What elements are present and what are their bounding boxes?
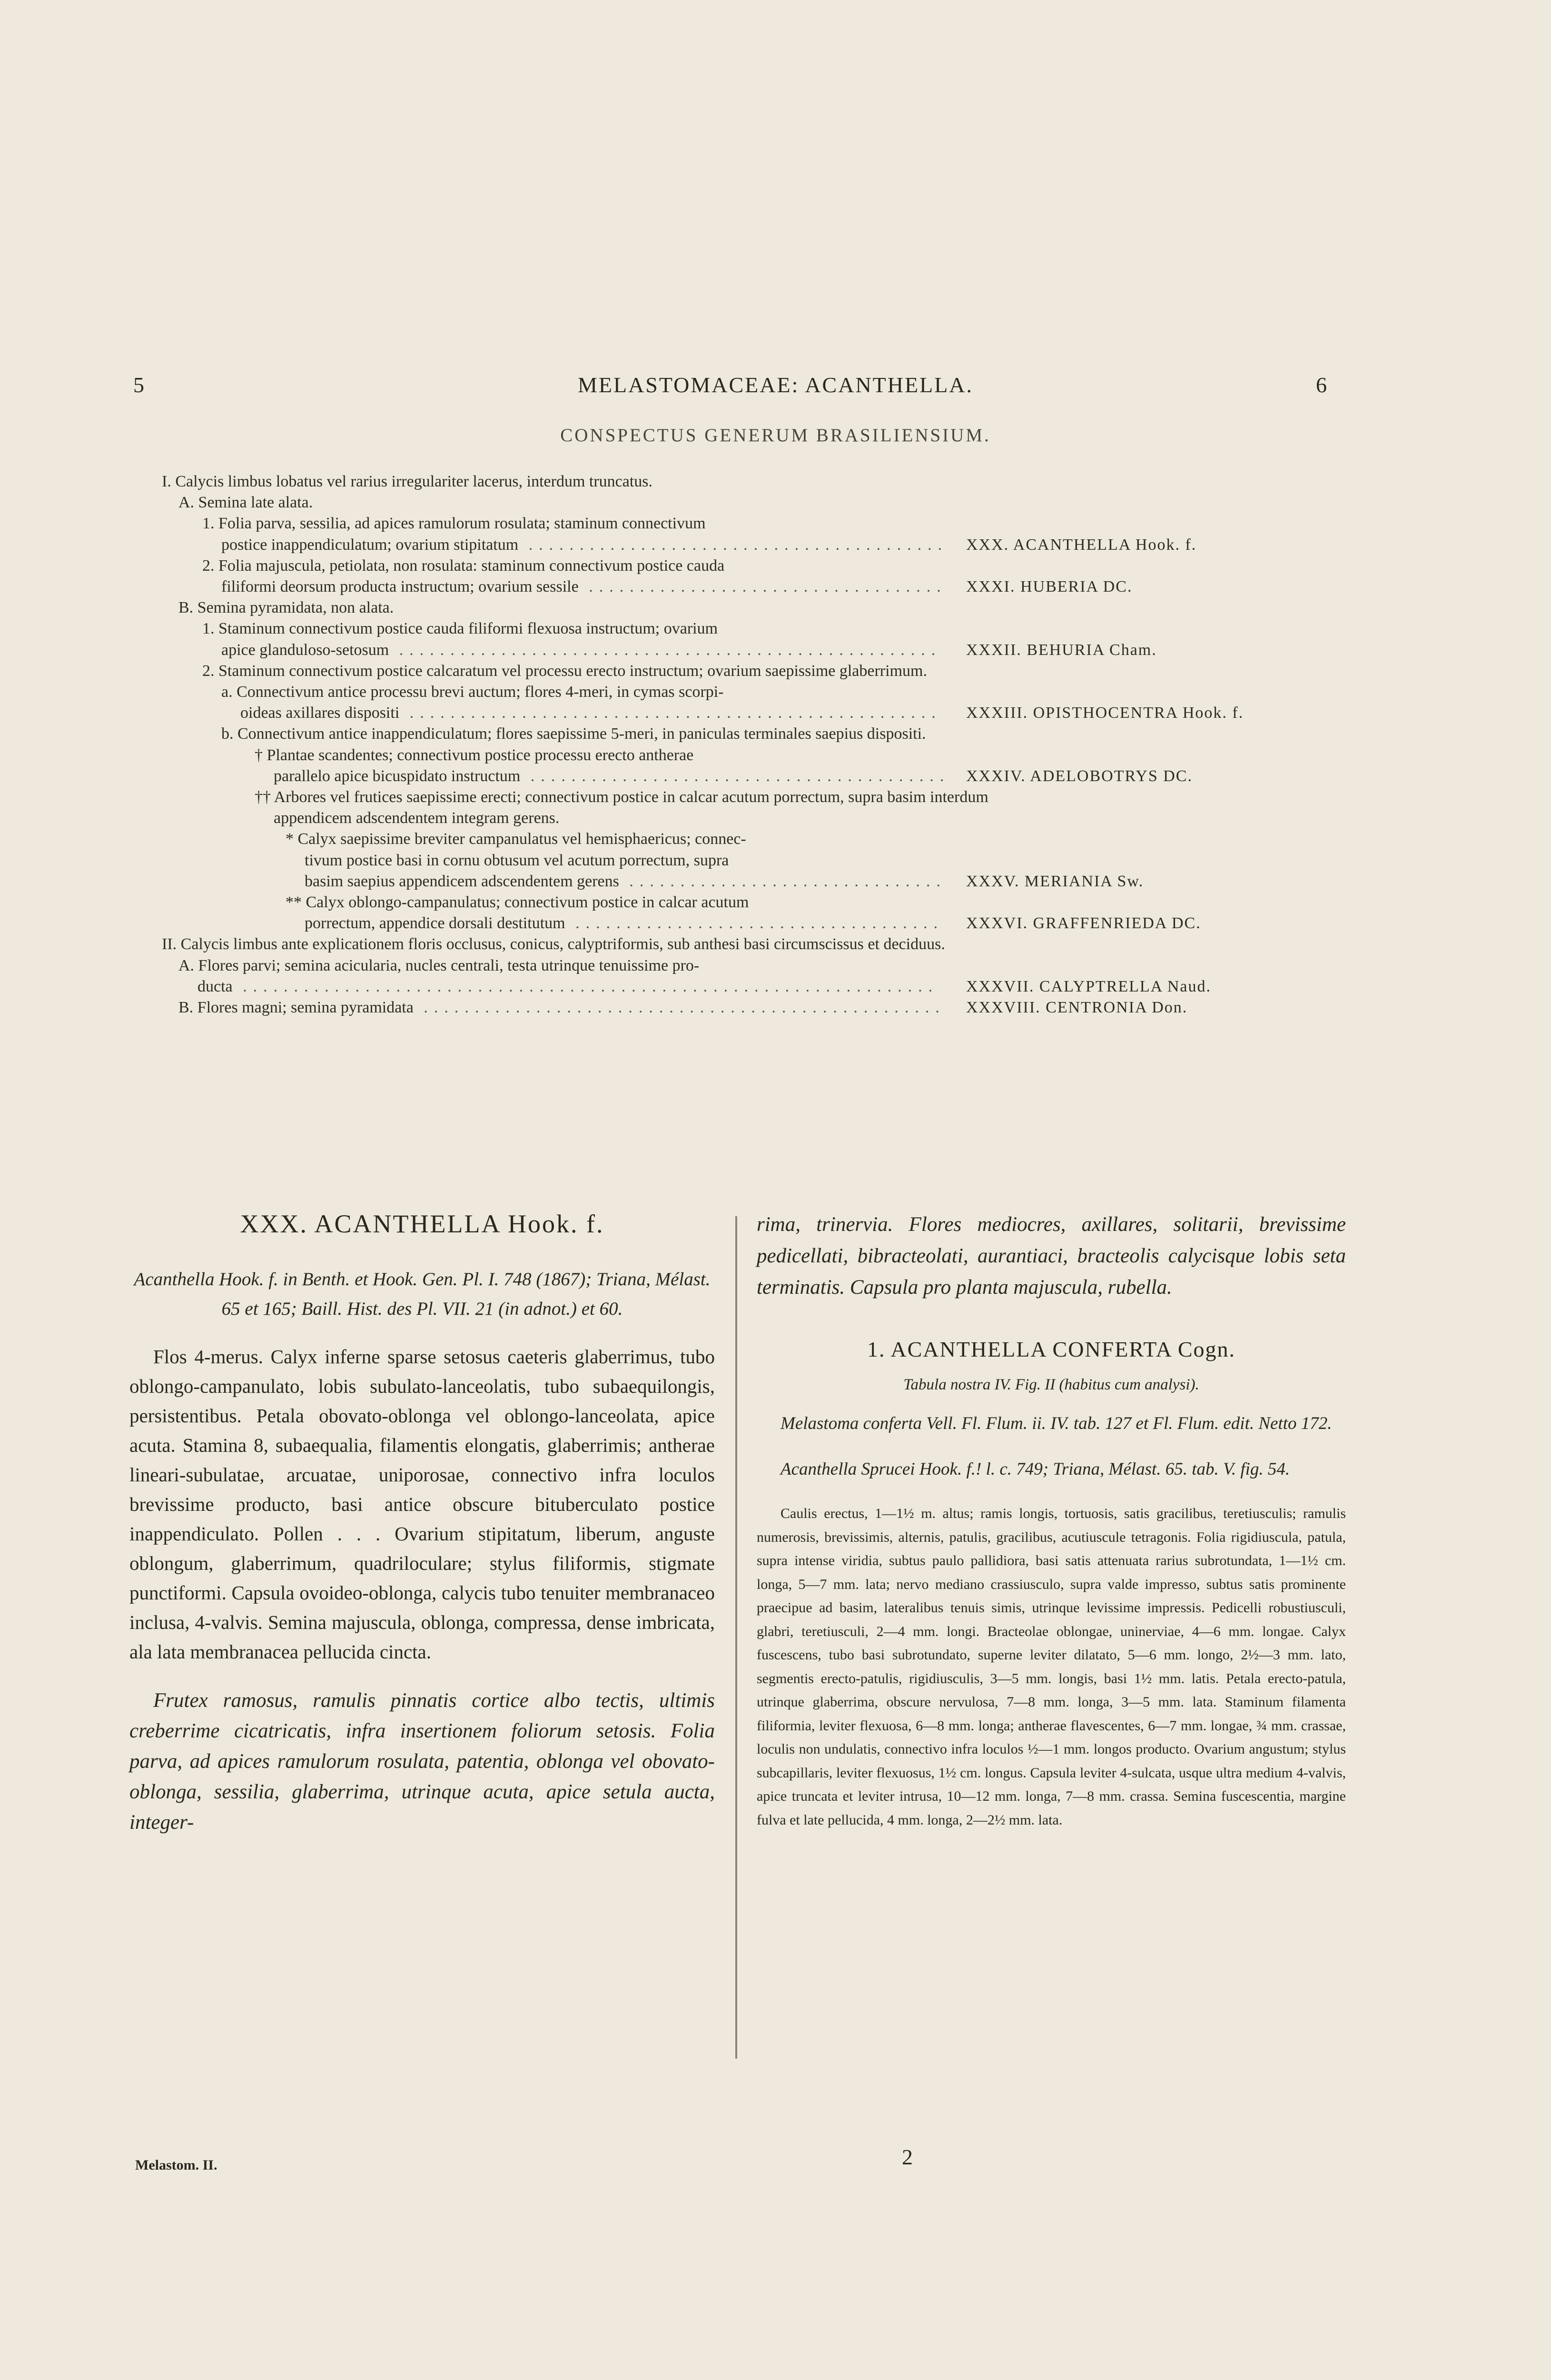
key-line (202, 557, 724, 575)
key-line-text: tivum postice basi in cornu obtusum vel acutum porrectum, supra (305, 851, 729, 869)
footer-signature-number: 2 (902, 2145, 913, 2169)
key-line (198, 978, 939, 996)
key-line (162, 935, 945, 953)
key-genus-name: XXXIV. ADELOBOTRYS DC. (966, 767, 1193, 785)
key-genus-name: XXXVII. CALYPTRELLA Naud. (966, 977, 1211, 995)
leader-dots: ................................................... (413, 999, 946, 1016)
key-line-text: basim saepius appendicem adscendentem gerens (305, 872, 619, 890)
genus-description: Flos 4-merus. Calyx inferne sparse setosus caeteris glaberrimus, tubo oblongo-campanulato, lobis subulato-lanceolatis, tubo subaequilongis, persistentibus. Petala obovato-oblonga vel oblongo-lanceolata, apice acuta. Stamina 8, subaequalia, filamentis elongatis, glaberrimis; antherae lineari-subulatae, arcuatae, uniporosae, connectivo infra loculos brevissime producto, basi antice obscure bituberculato postice inappendiculato. Pollen . . . Ovarium stipitatum, liberum, anguste oblongum, glaberrimum, quadriloculare; stylus filiformis, stigmate punctiformi. Capsula ovoideo-oblonga, calycis tubo tenuiter membranaceo inclusa, 4-valvis. Semina majuscula, oblonga, compressa, dense imbricata, ala lata membranacea pellucida cincta. (129, 1346, 715, 1663)
key-line (202, 662, 927, 680)
key-line-text: ** Calyx oblongo-campanulatus; connectivum postice in calcar acutum (286, 893, 749, 911)
leader-dots: .................................................................... (232, 977, 939, 995)
key-line-text: 2. Staminum connectivum postice calcaratum vel processu erecto instructum; ovarium saepissime glaberrimum. (202, 662, 927, 680)
column-divider (735, 1216, 737, 2059)
page-number-right: 6 (1316, 373, 1327, 397)
leader-dots: ..................................................... (389, 641, 942, 659)
key-line-text: parallelo apice bicuspidato instructum (274, 767, 521, 785)
key-line (178, 999, 946, 1017)
key-line (286, 893, 749, 912)
genus-synonymy: Acanthella Hook. f. in Benth. et Hook. Gen. Pl. I. 748 (1867); Triana, Mélast. 65 et 165; Baill. Hist. des Pl. VII. 21 (in adnot.) et 60. (134, 1269, 711, 1319)
key-line-text: porrectum, appendice dorsali destitutum (305, 914, 565, 932)
genus-habit-continued: rima, trinervia. Flores mediocres, axillares, solitarii, brevissime pedicellati, bibracteolati, aurantiaci, bracteolis calycisque lobis seta terminatis. Capsula pro planta majuscula, rubella. (757, 1213, 1346, 1299)
genus-heading: XXX. ACANTHELLA Hook. f. (240, 1210, 604, 1238)
leader-dots: .................................................... (399, 704, 942, 722)
leader-dots: .................................... (565, 914, 944, 932)
leader-dots: ......................................... (518, 536, 948, 554)
key-genus-name: XXXV. MERIANIA Sw. (966, 872, 1144, 890)
genus-habit: Frutex ramosus, ramulis pinnatis cortice albo tectis, ultimis creberrime cicatricatis, infra insertionem foliorum setosis. Folia parva, ad apices ramulorum rosulata, patentia, oblonga vel obovato-oblonga, sessilia, glaberrima, utrinque acuta, apice setula aucta, integer- (129, 1689, 715, 1834)
key-line-text: II. Calycis limbus ante explicationem floris occlusus, conicus, calyptriformis, sub anthesi basi circumscissus et deciduus. (162, 935, 945, 953)
key-line (221, 641, 941, 659)
species-description: Caulis erectus, 1—1½ m. altus; ramis longis, tortuosis, satis gracilibus, teretiusculis; ramulis numerosis, brevissimis, alternis, patulis, gracilibus, acutiuscule tetragonis. Folia rigidiuscula, patula, supra intense viridia, subtus paulo pallidiora, basi satis attenuata rarius subrotundata, 1—1½ cm. longa, 5—7 mm. lata; nervo mediano crassiusculo, supra valde impresso, subtus satis prominente praecipue ad basim, lateralibus tenuis simis, utrinque levissime impressis. Pedicelli robustiusculi, glabri, teretiusculi, 2—4 mm. longi. Bracteolae oblongae, uninerviae, 4—6 mm. longae. Calyx fuscescens, tubo basi subrotundato, superne leviter dilatato, 5—6 mm. longo, 2½—3 mm. lato, segmentis erecto-patulis, rigidiusculis, 3—5 mm. longis, basi 1½ mm. latis. Petala erecto-patula, utrinque glaberrima, obscure nervulosa, 7—8 mm. longa, 3—5 mm. lata. Staminum filamenta filiformia, leviter flexuosa, 6—8 mm. longa; antherae flavescentes, 6—7 mm. longae, ¾ mm. crassae, loculis non undulatis, connectivo infra loculos ½—1 mm. longos producto. Ovarium angustum; stylus subcapillaris, leviter flexuosus, 1½ cm. longus. Capsula leviter 4-sulcata, usque ultra medium 4-valvis, apice truncata et leviter intrusa, 10—12 mm. longa, 7—8 mm. crassa. Semina fuscescentia, margine fulva et late pellucida, 4 mm. longa, 2—2½ mm. lata. (757, 1506, 1346, 1828)
leader-dots: ............................... (619, 872, 947, 890)
genus-column (129, 1209, 715, 1838)
species-synonymy-1: Melastoma conferta Vell. Fl. Flum. ii. IV. tab. 127 et Fl. Flum. edit. Netto 172. (780, 1414, 1332, 1433)
key-line (178, 957, 699, 975)
key-genus-name: XXXII. BEHURIA Cham. (966, 641, 1157, 659)
key-line-text: B. Flores magni; semina pyramidata (178, 999, 414, 1016)
species-heading: 1. ACANTHELLA CONFERTA Cogn. (867, 1337, 1236, 1361)
key-line (240, 704, 942, 722)
key-line-text: 1. Staminum connectivum postice cauda filiformi flexuosa instructum; ovarium (202, 620, 718, 638)
key-line (286, 830, 746, 848)
page-title: MELASTOMACEAE: ACANTHELLA. (577, 373, 974, 397)
key-line-text: 1. Folia parva, sessilia, ad apices ramulorum rosulata; staminum connectivum (202, 515, 706, 533)
key-line-text: filiformi deorsum producta instructum; ovarium sessile (221, 578, 579, 595)
key-line-text: * Calyx saepissime breviter campanulatus vel hemisphaericus; connec- (286, 830, 746, 848)
key-line-text: B. Semina pyramidata, non alata. (178, 599, 394, 617)
key-line (274, 767, 950, 785)
key-line-text: A. Semina late alata. (178, 494, 313, 512)
key-line (221, 578, 947, 596)
page-number-left: 5 (133, 373, 144, 397)
key-line (202, 620, 718, 638)
species-synonymy-2: Acanthella Sprucei Hook. f.! l. c. 749; Triana, Mélast. 65. tab. V. fig. 54. (780, 1459, 1290, 1479)
key-line (178, 599, 394, 617)
key-line-text: appendicem adscendentem integram gerens. (274, 809, 560, 827)
key-line (305, 914, 944, 932)
key-line-text: apice glanduloso-setosum (221, 641, 389, 659)
key-line-text: ducta (198, 977, 233, 995)
key-line-text: oideas axillares dispositi (240, 704, 400, 722)
key-genus-name: XXX. ACANTHELLA Hook. f. (966, 536, 1197, 554)
key-line (162, 473, 652, 491)
key-genus-name: XXXI. HUBERIA DC. (966, 578, 1133, 595)
key-line-text: a. Connectivum antice processu brevi auctum; flores 4-meri, in cymas scorpi- (221, 683, 724, 701)
conspectus-title: CONSPECTUS GENERUM BRASILIENSIUM. (560, 425, 991, 446)
key-line (305, 873, 947, 891)
key-line-text: A. Flores parvi; semina acicularia, nucles centrali, testa utrinque tenuissime pro- (178, 956, 700, 974)
key-line (221, 725, 926, 743)
key-line-text: b. Connectivum antice inappendiculatum; flores saepissime 5-meri, in paniculas terminales saepius dispositi. (221, 725, 926, 743)
key-line (274, 809, 559, 827)
key-line (202, 515, 706, 533)
key-line-text: 2. Folia majuscula, petiolata, non rosulata: staminum connectivum postice cauda (202, 556, 725, 575)
key-line-text: postice inappendiculatum; ovarium stipitatum (221, 536, 519, 554)
footer-signature-label: Melastom. II. (135, 2157, 217, 2173)
key-line (221, 536, 948, 554)
species-column (757, 1209, 1346, 1832)
key-line-text: I. Calycis limbus lobatus vel rarius irregulariter lacerus, interdum truncatus. (162, 473, 653, 490)
key-line-text: †† Arbores vel frutices saepissime erecti; connectivum postice in calcar acutum porrectum, supra basim interdum (255, 788, 988, 806)
key-line (255, 788, 988, 806)
key-genus-name: XXXVI. GRAFFENRIEDA DC. (966, 914, 1201, 932)
key-line (178, 494, 313, 512)
leader-dots: ......................................... (520, 767, 950, 785)
key-genus-name: XXXVIII. CENTRONIA Don. (966, 999, 1188, 1016)
key-line-text: † Plantae scandentes; connectivum postice processu erecto antherae (255, 746, 694, 764)
key-genus-name: XXXIII. OPISTHOCENTRA Hook. f. (966, 704, 1244, 722)
key-line (255, 746, 693, 764)
key-line (305, 852, 729, 870)
key-line (221, 683, 724, 701)
leader-dots: ................................... (578, 578, 947, 595)
plate-reference: Tabula nostra IV. Fig. II (habitus cum analysi). (903, 1376, 1199, 1393)
